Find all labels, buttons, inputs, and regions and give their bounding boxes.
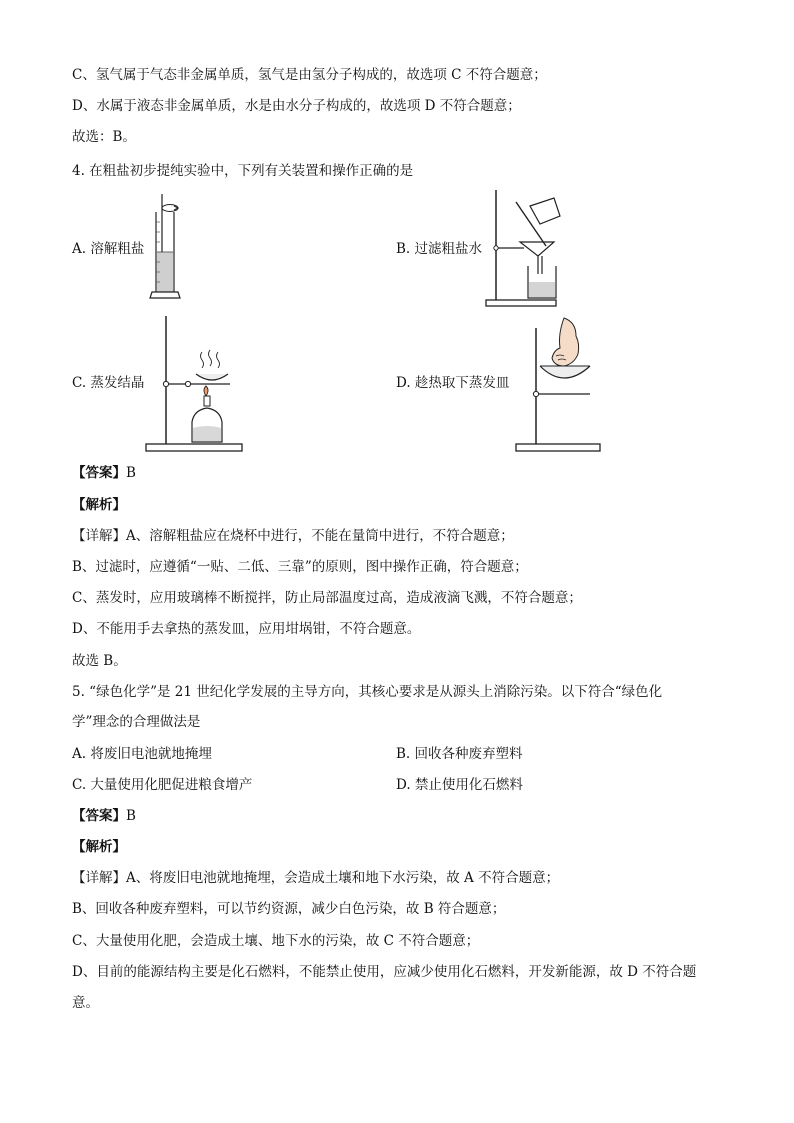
q4-figure-a-dissolving-in-cylinder	[148, 192, 188, 304]
q4-figure-c-evaporation	[142, 312, 246, 454]
q4-stem: 4. 在粗盐初步提纯实验中，下列有关装置和操作正确的是	[72, 163, 414, 179]
q4-option-c: C. 蒸发结晶	[72, 375, 145, 391]
q5-answer-tag: 【答案】	[72, 808, 126, 824]
q5-analysis-tag: 【解析】	[72, 839, 126, 855]
q5-option-d: D. 禁止使用化石燃料	[396, 777, 523, 793]
q5-detail-line-4: D、目前的能源结构主要是化石燃料，不能禁止使用，应减少使用化石燃料，开发新能源，故 D 不符合题	[72, 964, 697, 980]
q5-answer	[72, 807, 136, 825]
q4-option-d: D. 趁热取下蒸发皿	[396, 375, 510, 391]
q4-answer-value: B	[126, 465, 136, 481]
q4-option-a: A. 溶解粗盐	[72, 241, 145, 257]
q5-detail-line-3: C、大量使用化肥，会造成土壤、地下水的污染，故 C 不符合题意；	[72, 933, 480, 949]
q5-stem-line-1: 5. “绿色化学”是 21 世纪化学发展的主导方向，其核心要求是从源头上消除污染。以下符合“绿色化	[72, 684, 663, 700]
q5-option-a: A. 将废旧电池就地掩埋	[72, 746, 212, 762]
q4-detail-line-5: 故选 B。	[72, 653, 127, 669]
q5-detail-line-2: B、回收各种废弃塑料，可以节约资源，减少白色污染，故 B 符合题意；	[72, 901, 506, 917]
q5-stem-line-2: 学”理念的合理做法是	[72, 714, 201, 730]
q4-option-b: B. 过滤粗盐水	[396, 241, 483, 257]
q4-analysis-tag: 【解析】	[72, 497, 126, 513]
q5-detail-line-5: 意。	[72, 995, 99, 1011]
q4-figure-b-filtration	[484, 186, 574, 308]
text-line-3: 故选：B。	[72, 129, 136, 145]
q4-detail-line-1: 【详解】A、溶解粗盐应在烧杯中进行，不能在量筒中进行，不符合题意；	[72, 528, 514, 544]
q4-detail-line-3: C、蒸发时，应用玻璃棒不断搅拌，防止局部温度过高，造成液滴飞溅，不符合题意；	[72, 590, 582, 606]
q4-detail-line-4: D、不能用手去拿热的蒸发皿，应用坩埚钳，不符合题意。	[72, 621, 421, 637]
q5-option-c: C. 大量使用化肥促进粮食增产	[72, 777, 253, 793]
text-line-1: C、氢气属于气态非金属单质，氢气是由氢分子构成的，故选项 C 不符合题意；	[72, 67, 547, 83]
q4-detail-line-2: B、过滤时，应遵循“一贴、二低、三靠”的原则，图中操作正确，符合题意；	[72, 559, 528, 575]
q5-option-b: B. 回收各种废弃塑料	[396, 746, 523, 762]
q5-detail-line-1: 【详解】A、将废旧电池就地掩埋，会造成土壤和地下水污染，故 A 不符合题意；	[72, 870, 560, 886]
q4-answer-tag: 【答案】	[72, 465, 126, 481]
q4-figure-d-hand-taking-dish	[510, 314, 606, 454]
q5-answer-value: B	[126, 808, 136, 824]
text-line-2: D、水属于液态非金属单质，水是由水分子构成的，故选项 D 不符合题意；	[72, 98, 521, 114]
q4-answer	[72, 464, 136, 482]
